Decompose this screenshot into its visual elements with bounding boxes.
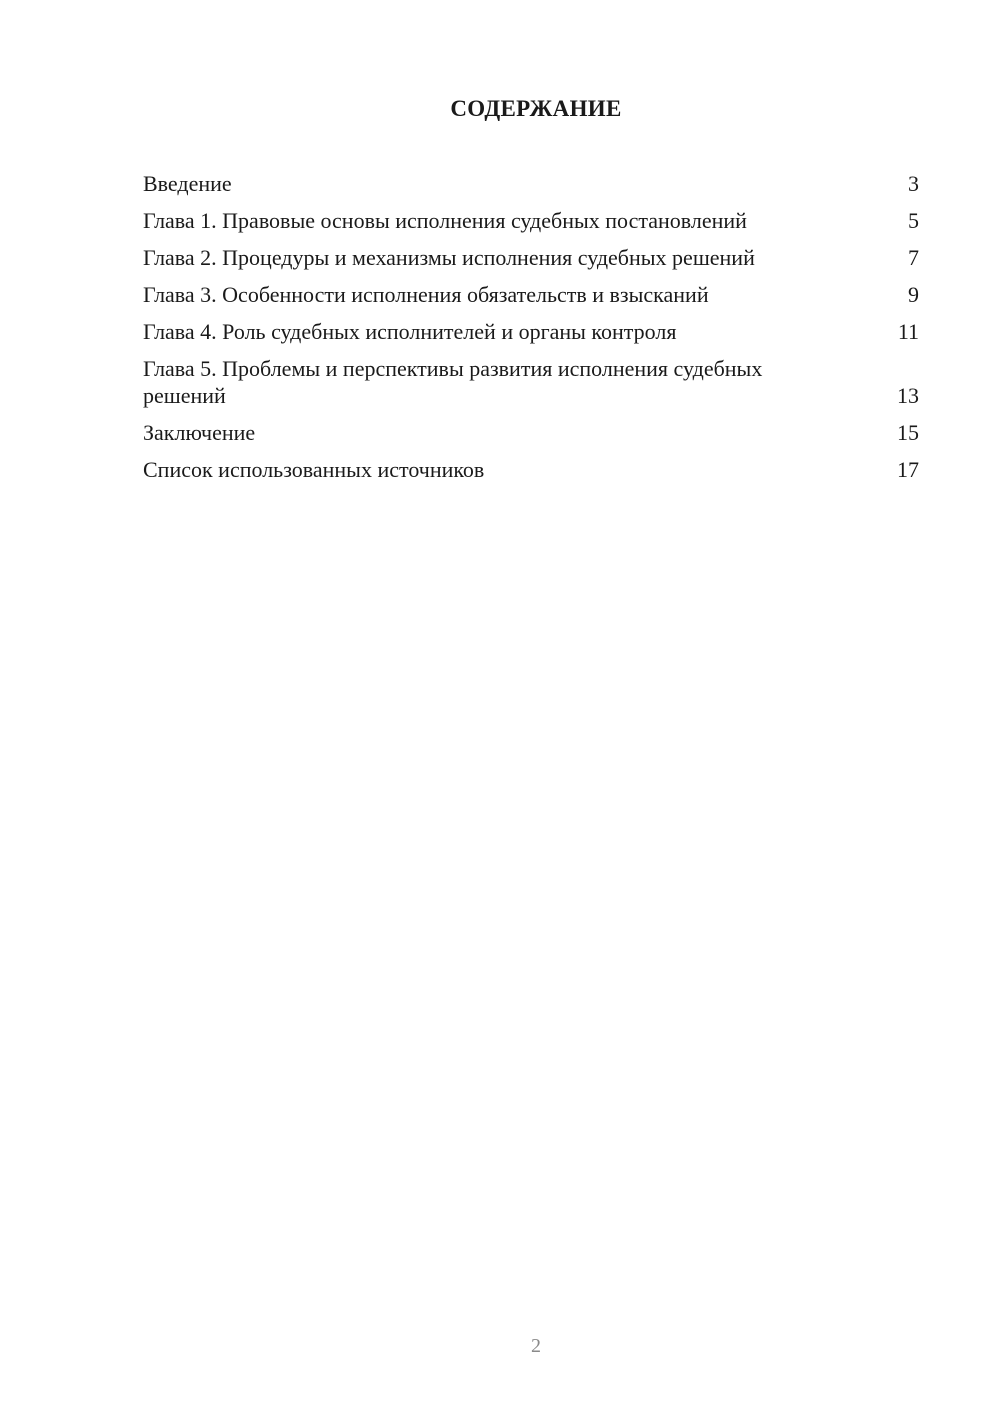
table-of-contents: [143, 170, 919, 493]
toc-title: СОДЕРЖАНИЕ: [450, 96, 622, 121]
toc-entry-page: 17: [897, 457, 919, 482]
toc-entry-chapter-4: [143, 318, 919, 345]
page-number: 2: [531, 1335, 541, 1357]
toc-entry-conclusion: [143, 419, 919, 446]
toc-entry-label: Список использованных источников: [143, 457, 485, 482]
toc-entry-label: Заключение: [143, 420, 256, 445]
toc-entry-introduction: [143, 170, 919, 197]
toc-entry-label: Введение: [143, 171, 232, 196]
toc-entry-chapter-3: [143, 281, 919, 308]
toc-entry-chapter-1: [143, 207, 919, 234]
toc-entry-label: Глава 3. Особенности исполнения обязательств и взысканий: [143, 282, 709, 307]
toc-entry-label: Глава 2. Процедуры и механизмы исполнения судебных решений: [143, 245, 755, 270]
toc-entry-label: Глава 5. Проблемы и перспективы развития исполнения судебных решений: [143, 356, 763, 408]
toc-entry-chapter-5: [143, 355, 919, 409]
toc-entry-label: Глава 1. Правовые основы исполнения судебных постановлений: [143, 208, 747, 233]
toc-entry-label: Глава 4. Роль судебных исполнителей и органы контроля: [143, 319, 677, 344]
toc-entry-references: [143, 456, 919, 483]
toc-entry-page: 5: [908, 208, 919, 233]
toc-entry-page: 11: [897, 319, 919, 344]
toc-entry-page: 15: [897, 420, 919, 445]
toc-entry-page: 3: [908, 171, 919, 196]
toc-entry-page: 7: [908, 245, 919, 270]
toc-entry-page: 13: [897, 383, 919, 408]
toc-entry-chapter-2: [143, 244, 919, 271]
toc-entry-page: 9: [908, 282, 919, 307]
